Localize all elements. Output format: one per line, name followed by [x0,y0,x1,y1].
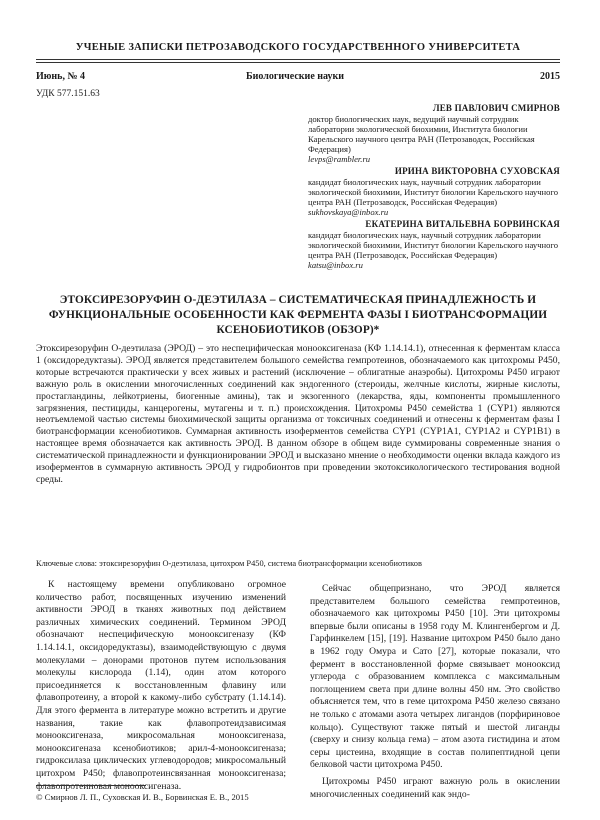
author-block [308,103,560,272]
author-entry [308,103,560,164]
udk-code: УДК 577.151.63 [36,89,100,99]
author-entry [308,166,560,217]
body-column-left [36,579,286,797]
author-email[interactable]: katsu@inbox.ru [308,260,363,270]
author-name: ЕКАТЕРИНА ВИТАЛЬЕВНА БОРВИНСКАЯ [365,219,560,229]
author-name: ЛЕВ ПАВЛОВИЧ СМИРНОВ [432,103,560,113]
header-rule-bottom [36,62,560,63]
body-paragraph: Цитохромы P450 играют важную роль в окислении многочисленных соединений как эндо- [310,775,560,800]
author-email[interactable]: levps@rambler.ru [308,154,371,164]
article-keywords: Ключевые слова: этоксирезоруфин О-деэтилаза, цитохром P450, система биотрансформации ксенобиотиков [36,559,422,568]
body-paragraph: К настоящему времени опубликовано огромное количество работ, посвященных изучению изменений активности ЭРОД в тканях животных под действием различных химических соединений. Термином ЭРОД обозначают неспецифическую монооксигеназу (КФ 1.14.14.1, оксидоредуктазы), взаимодействующую с двумя молекулами – донорами протонов путем использования молекулы кислорода (1.14), один атом которого присоединяется к восстановленным флавину или флавопротеину, а второй к какому-либо субстрату (1.14.14). Для этого фермента в литературе можно встретить и другие названия, такие как флавопротеидзависимая монооксигеназа, микросомальная монооксигеназа, монооксигеназа ксенобиотиков; арил-4-монооксигеназа; гидроксилаза циклических углеводородов; микросомальный цитохром P450; флавопротеинсвязанная монооксигеназа; флавопротеиновая монооксигеназа. [36,579,286,792]
copyright-notice: © Смирнов Л. П., Суховская И. В., Борвинская Е. В., 2015 [36,792,249,802]
body-column-right [310,583,560,805]
header-rule-top [36,59,560,60]
author-affiliation: кандидат биологических наук, научный сотрудник лаборатории экологической биохимии, Институт биологии Карельского научного центра РАН (Петрозаводск, Российская Федерация) [308,230,559,260]
article-abstract: Этоксирезоруфин О-деэтилаза (ЭРОД) – это неспецифическая монооксигеназа (КФ 1.14.14.1), отнесенная к ферментам класса 1 (оксидоредуктазы). ЭРОД является представителем большого семейства гемпротеинов, обозначаемого как цитохромы P450, которые встречаются практически у всех живых и растений (исключение – облигатные анаэробы). Цитохромы P450 играют важную роль в окислении многочисленных соединений как эндогенного (стероиды, желчные кислоты, жирные кислоты, простагландины, лейкотриены, биогенные амины), так и экзогенного (лекарства, яды, компоненты промышленного загрязнения, пестициды, канцерогены, мутагены и т. п.) происхождения. Цитохромы P450 семейства 1 (CYP1) являются неотъемлемой частью системы биохимической защиты организма от токсичных соединений и отнесены к ферментам фазы I биотрансформации ксенобиотиков. Суммарная активность изоферментов семейства CYP1 (CYP1A1, CYP1A2 и CYP1B1) в настоящее время обозначается как активность ЭРОД. В данном обзоре в общем виде суммированы современные знания о систематической принадлежности и функционировании ЭРОД и высказано мнение о необходимости оценки вклада каждого из изоферментов в суммарную активность ЭРОД у гидробионтов при проведении экотоксикологического тестирования водной среды. [36,343,560,485]
author-entry [308,219,560,270]
author-affiliation: доктор биологических наук, ведущий научный сотрудник лаборатории экологической биохимии, Института биологии Карельского научного центра РАН (Петрозаводск, Российская Федерация) [308,114,535,154]
article-title: ЭТОКСИРЕЗОРУФИН О-ДЕЭТИЛАЗА – СИСТЕМАТИЧЕСКАЯ ПРИНАДЛЕЖНОСТЬ И ФУНКЦИОНАЛЬНЫЕ ОСОБЕННОСТИ КАК ФЕРМЕНТА ФАЗЫ I БИОТРАНСФОРМАЦИИ КСЕНОБИОТИКОВ (ОБЗОР)* [48,294,548,336]
footnote-rule [36,785,146,786]
journal-page [36,0,560,820]
author-affiliation: кандидат биологических наук, научный сотрудник лаборатории экологической биохимии, Институт биологии Карельского научного центра РАН (Петрозаводск, Российская Федерация) [308,177,559,207]
section-name: Биологические науки [246,71,345,82]
issue-line [36,71,560,85]
issue-number: Июнь, № 4 [36,71,86,82]
body-paragraph: Сейчас общепризнано, что ЭРОД является представителем большого семейства гемпротеинов, обозначаемого как цитохромы P450 [10]. Эти цитохромы впервые были описаны в 1958 году М. Клингенбергом и Д. Гарфинкелем [15], [19]. Название цитохром P450 было дано в 1962 году Омура и Сато [27], которые показали, что фермент в восстановленной форме связывает монооксид углерода с образованием комплекса с максимальным поглощением света при длине волны 450 нм. Это свойство объясняется тем, что в геме цитохрома P450 железо связано не только с атомами азота четырех лигандов (порфириновое кольцо). Существуют также пятый и шестой лиганды (сверху и снизу кольца гема) – атом азота гистидина и атом серы цистеина, входящие в состав полипептидной цепи белковой части цитохрома P450. [310,583,560,771]
author-name: ИРИНА ВИКТОРОВНА СУХОВСКАЯ [394,166,560,176]
journal-title: УЧЕНЫЕ ЗАПИСКИ ПЕТРОЗАВОДСКОГО ГОСУДАРСТВЕННОГО УНИВЕРСИТЕТА [75,42,521,53]
author-email[interactable]: sukhovskaya@inbox.ru [308,207,389,217]
issue-year: 2015 [540,71,560,82]
